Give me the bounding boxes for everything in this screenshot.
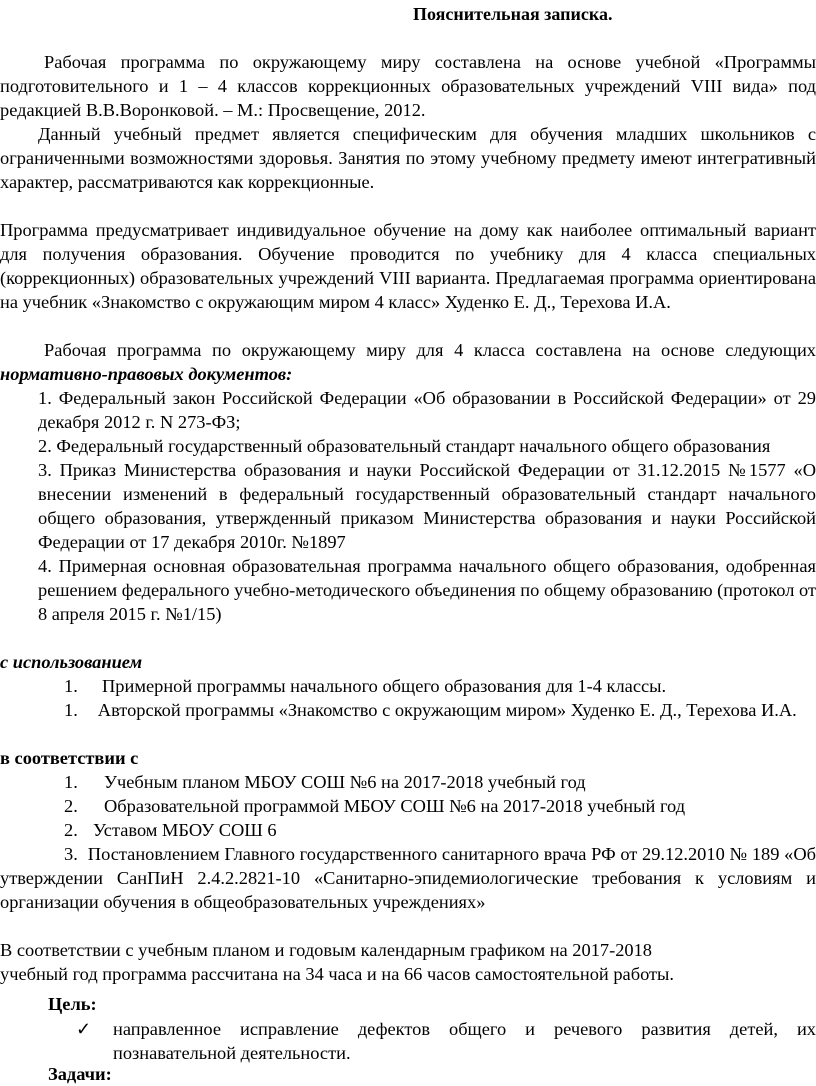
using-item-2 <box>0 698 816 722</box>
accordance-item-1 <box>64 770 586 794</box>
using-item-1-text: Примерной программы начального общего образования для 1-4 классы. <box>102 676 667 696</box>
intro-paragraph-2: Данный учебный предмет является специфическим для обучения младших школьников с ограниченными возможностями здоровья. Занятия по этому учебному предмету имеют интегративный характер, рассматриваются как коррекционные. <box>0 124 816 192</box>
accordance-item-1-text: Учебным планом МБОУ СОШ №6 на 2017-2018 учебный год <box>104 772 586 792</box>
using-item-1 <box>64 674 667 698</box>
accordance-item-4-number: 3. <box>64 844 78 864</box>
documents-intro-emphasis: нормативно-правовых документов: <box>0 364 293 384</box>
using-item-1-number: 1. <box>64 676 78 696</box>
document-item-3: 3. Приказ Министерства образования и науки Российской Федерации от 31.12.2015 №1577 «О внесении изменений в федеральный государственный образовательный стандарт начального общего образования, утвержденный приказом Министерства образования и науки Российской Федерации от 17 декабря 2010г. №1897 <box>38 460 816 552</box>
accordance-item-1-number: 1. <box>64 772 78 792</box>
accordance-item-2-number: 2. <box>64 796 78 816</box>
tasks-heading: Задачи: <box>48 1064 112 1084</box>
document-item-1: 1. Федеральный закон Российской Федерации «Об образовании в Российской Федерации» от 29 декабря 2012 г. N 273-ФЗ; <box>38 388 816 432</box>
goal-text: направленное исправление дефектов общего и речевого развития детей, их познавательной деятельности. <box>113 1019 816 1063</box>
hours-line-2: учебный год программа рассчитана на 34 часа и на 66 часов самостоятельной работы. <box>0 964 675 984</box>
accordance-item-4-text: Постановлением Главного государственного санитарного врача РФ от 29.12.2010 № 189 «Об утверждении СанПиН 2.4.2.2821-10 «Санитарно-эпидемиологические требования к условиям и организации обучения в общеобразовательных учреждениях» <box>0 844 816 912</box>
using-item-2-text: Авторской программы «Знакомство с окружающим миром» Худенко Е. Д., Терехова И.А. <box>97 700 797 720</box>
document-item-4: 4. Примерная основная образовательная программа начального общего образования, одобренная решением федерального учебно-методического объединения по общему образованию (протокол от 8 апреля 2015 г. №1/15) <box>38 556 816 624</box>
documents-list <box>0 386 816 626</box>
accordance-item-2 <box>64 794 686 818</box>
accordance-item-3 <box>64 818 277 842</box>
intro-paragraph-3: Программа предусматривает индивидуальное обучение на дому как наиболее оптимальный вариант для получения образования. Обучение проводится по учебнику для 4 класса специальных (коррекционных) образовательных учреждений VIII варианта. Предлагаемая программа ориентирована на учебник «Знакомство с окружающим миром 4 класс» Худенко Е. Д., Терехова И.А. <box>0 220 816 312</box>
goal-heading: Цель: <box>48 994 97 1014</box>
intro-paragraph-4 <box>0 338 816 386</box>
document-page: Пояснительная записка. Рабочая программа по окружающему миру составлена на основе учебной «Программы подготовительного и 1 – 4 классов коррекционных образовательных учреждений VIII вида» под редакцией В.В.Воронковой. – М.: Просвещение, 2012. Данный учебный предмет является специфическим для обучения младших школьников с ограниченными возможностями здоровья. Занятия по этому учебному предмету имеют интегративный характер, рассматриваются как коррекционные. Программа предусматривает индивидуальное обучение на дому как наиболее оптимальный вариант для получения образования. Обучение проводится по учебнику для 4 класса специальных (коррекционных) образовательных учреждений VIII варианта. Предлагаемая программа ориентирована на учебник «Знакомство с окружающим миром 4 класс» Худенко Е. Д., Терехова И.А. Рабочая программа по окружающему миру для 4 класса составлена на основе следующих нормативно-правовых документов: 1. Федеральный закон Российской Федерации «Об образовании в Российской Федерации» от 29 декабря 2012 г. N 273-ФЗ; 2. Федеральный государственный образовательный стандарт начального общего образования 3. Приказ Министерства образования и науки Российской Федерации от 31.12.2015 №1577 «О внесении изменений в федеральный государственный образовательный стандарт начального общего образования, утвержденный приказом Министерства образования и науки Российской Федерации от 17 декабря 2010г. №1897 4. Примерная основная образовательная программа начального общего образования, одобренная решением федерального учебно-методического объединения по общему образованию (протокол от 8 апреля 2015 г. №1/15) с использованием 1. Примерной программы начального общего образования для 1-4 классы. 1. Авторской программы «Знакомство с окружающим миром» Худенко Е. Д., Терехова И.А. в соответствии с 1. Учебным планом МБОУ СОШ №6 на 2017-2018 учебный год 2. Образовательной программой МБОУ СОШ №6 на 2017-2018 учебный год 2. Уставом МБОУ СОШ 6 3. Постановлением Главного государственного санитарного врача РФ от 29.12.2010 № 189 «Об утверждении СанПиН 2.4.2.2821-10 «Санитарно-эпидемиологические требования к условиям и организации обучения в общеобразовательных учреждениях» В соответствии с учебным планом и годовым календарным графиком на 2017-2018 учебный год программа рассчитана на 34 часа и на 66 часов самостоятельной работы. Цель: ✓ направленное исправление дефектов общего и речевого развития детей, их познавательной деятельности. Задачи: <box>0 4 816 1084</box>
document-item-2: 2. Федеральный государственный образовательный стандарт начального общего образования <box>38 436 771 456</box>
accordance-heading: в соответствии с <box>0 748 139 768</box>
intro-paragraph-1: Рабочая программа по окружающему миру составлена на основе учебной «Программы подготовительного и 1 – 4 классов коррекционных образовательных учреждений VIII вида» под редакцией В.В.Воронковой. – М.: Просвещение, 2012. <box>0 52 816 120</box>
accordance-item-2-text: Образовательной программой МБОУ СОШ №6 на 2017-2018 учебный год <box>104 796 686 816</box>
documents-intro-text: Рабочая программа по окружающему миру для 4 класса составлена на основе следующих <box>44 340 816 360</box>
accordance-item-3-number: 2. <box>64 820 78 840</box>
accordance-item-3-text: Уставом МБОУ СОШ 6 <box>93 820 277 840</box>
hours-line-1: В соответствии с учебным планом и годовым календарным графиком на 2017-2018 <box>0 940 652 960</box>
using-item-2-number: 1. <box>64 700 78 720</box>
check-icon: ✓ <box>76 1019 92 1039</box>
using-heading: с использованием <box>0 652 143 672</box>
accordance-item-4 <box>0 842 816 914</box>
